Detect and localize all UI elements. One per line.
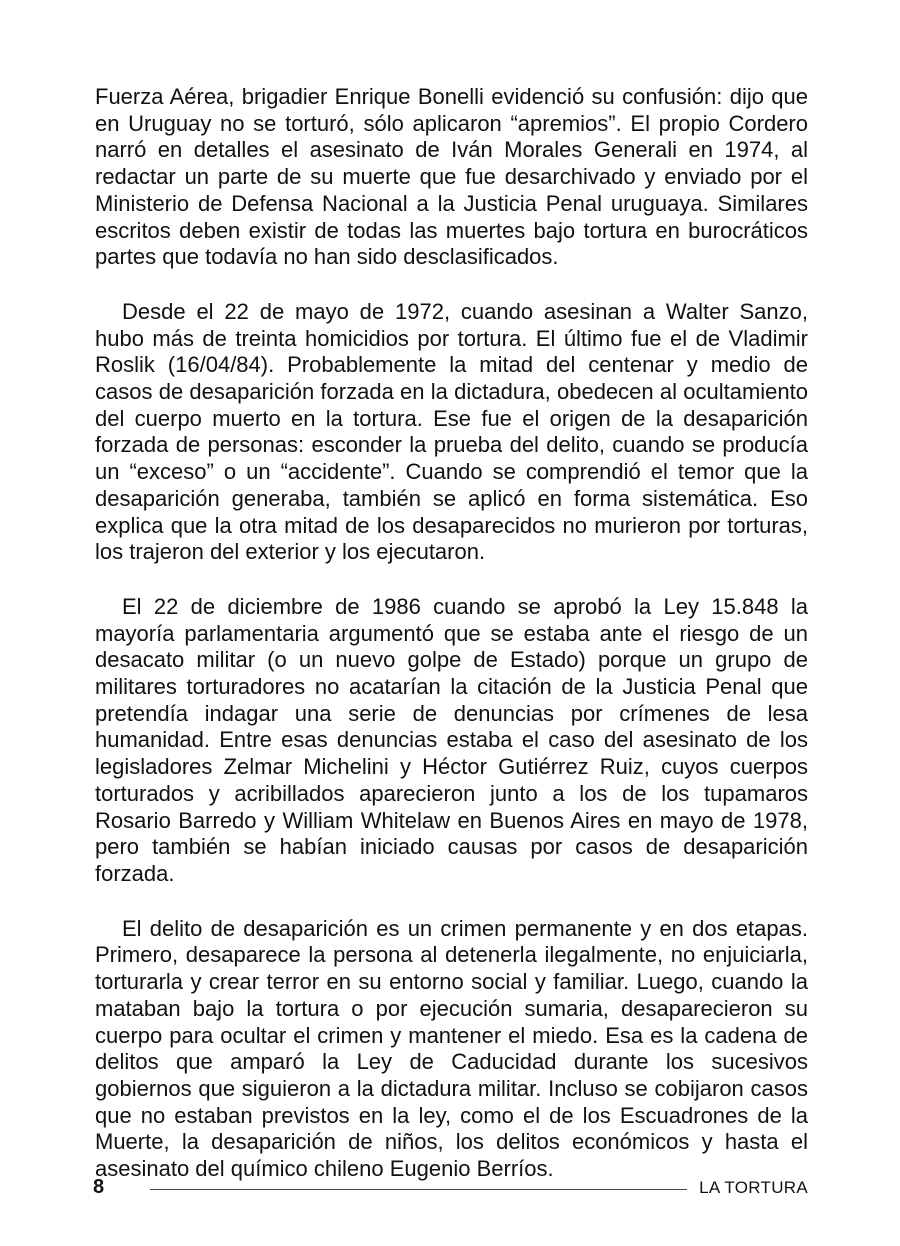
body-text (95, 84, 808, 1211)
page-number: 8 (93, 1176, 105, 1198)
paragraph-1: Fuerza Aérea, brigadier Enrique Bonelli evidenció su confusión: dijo que en Uruguay no se torturó, sólo aplicaron “apremios”. El propio Cordero narró en detalles el asesinato de Iván Morales Generali en 1974, al redactar un parte de su muerte que fue desarchivado y enviado por el Ministerio de Defensa Nacional a la Justicia Penal uruguaya. Similares escritos deben existir de todas las muertes bajo tortura en burocráticos partes que todavía no han sido desclasificados. (95, 84, 808, 270)
paragraph-4: El delito de desaparición es un crimen permanente y en dos etapas. Primero, desaparece la persona al detenerla ilegalmente, no enjuiciarla, torturarla y crear terror en su entorno social y familiar. Luego, cuando la mataban bajo la tortura o por ejecución sumaria, desaparecieron su cuerpo para ocultar el crimen y mantener el miedo. Esa es la cadena de delitos que amparó la Ley de Caducidad durante los sucesivos gobiernos que siguieron a la dictadura militar. Incluso se cobijaron casos que no estaban previstos en la ley, como el de los Escuadrones de la Muerte, la desaparición de niños, los delitos económicos y hasta el asesinato del químico chileno Eugenio Berríos. (95, 915, 808, 1182)
paragraph-3: El 22 de diciembre de 1986 cuando se aprobó la Ley 15.848 la mayoría parlamentaria argumentó que se estaba ante el riesgo de un desacato militar (o un nuevo golpe de Estado) porque un grupo de militares torturadores no acatarían la citación de la Justicia Penal que pretendía indagar una serie de denuncias por crímenes de lesa humanidad. Entre esas denuncias estaba el caso del asesinato de los legisladores Zelmar Michelini y Héctor Gutiérrez Ruiz, cuyos cuerpos torturados y acribillados aparecieron junto a los de los tupamaros Rosario Barredo y William Whitelaw en Buenos Aires en mayo de 1978, pero también se habían iniciado causas por casos de desaparición forzada. (95, 593, 808, 886)
page-footer (93, 1170, 808, 1200)
running-title: LA TORTURA (699, 1178, 808, 1197)
footer-divider (150, 1189, 687, 1190)
paragraph-2: Desde el 22 de mayo de 1972, cuando asesinan a Walter Sanzo, hubo más de treinta homicidios por tortura. El último fue el de Vladimir Roslik (16/04/84). Probablemente la mitad del centenar y medio de casos de desaparición forzada en la dictadura, obedecen al ocultamiento del cuerpo muerto en la tortura. Ese fue el origen de la desaparición forzada de personas: esconder la prueba del delito, cuando se producía un “exceso” o un “accidente”. Cuando se comprendió el temor que la desaparición generaba, también se aplicó en forma sistemática. Eso explica que la otra mitad de los desaparecidos no murieron por torturas, los trajeron del exterior y los ejecutaron. (95, 298, 808, 565)
